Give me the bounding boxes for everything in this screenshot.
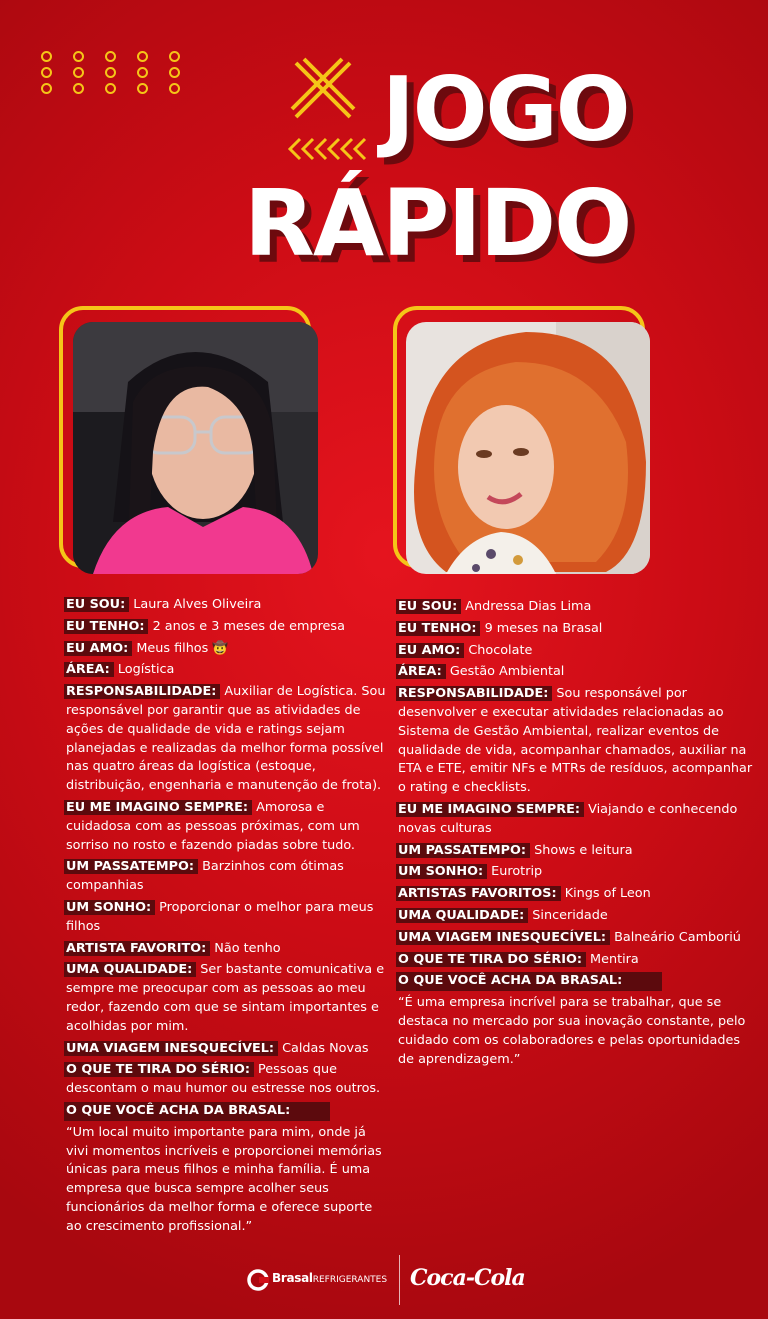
qa-item	[398, 598, 758, 617]
qa-label: ARTISTAS FAVORITOS:	[396, 886, 561, 901]
qa-value: Chocolate	[468, 642, 533, 658]
qa-label: EU ME IMAGINO SEMPRE:	[396, 802, 584, 817]
qa-item	[66, 940, 386, 959]
qa-label: UMA QUALIDADE:	[64, 962, 196, 977]
brasal-question	[66, 1102, 386, 1121]
brasal-answer: “Um local muito importante para mim, onde já vivi momentos incríveis e proporcionei memórias únicas para meus filhos e minha família. É uma empresa que busca sempre acolher seus funcionários da melhor forma e oferece suporte ao crescimento profissional.”	[66, 1124, 382, 1234]
qa-item	[398, 620, 758, 639]
qa-item	[398, 685, 758, 798]
qa-value: Gestão Ambiental	[449, 664, 565, 680]
qa-label: EU TENHO:	[64, 619, 148, 634]
qa-item	[398, 642, 758, 661]
brasal-logo-icon	[247, 1269, 269, 1291]
qa-value: Pessoas que descontam o mau humor ou estresse nos outros.	[66, 1062, 381, 1097]
dots-grid-icon	[41, 51, 221, 94]
qa-label: UMA QUALIDADE:	[396, 908, 528, 923]
qa-item	[398, 929, 758, 948]
qa-value: 9 meses na Brasal	[484, 620, 603, 636]
qa-value: Andressa Dias Lima	[465, 599, 592, 614]
qa-label: UM SONHO:	[64, 900, 155, 915]
profile-photo-andressa	[406, 322, 650, 574]
qa-value: Barzinhos com ótimas companhias	[66, 859, 344, 894]
qa-item	[398, 842, 758, 861]
qa-value: Caldas Novas	[282, 1040, 369, 1056]
qa-value: Amorosa e cuidadosa com as pessoas próximas, com um sorriso no rosto e fazendo piadas sobre tudo.	[66, 799, 360, 853]
qa-label: EU SOU:	[396, 599, 461, 614]
qa-value: Proporcionar o melhor para meus filhos	[66, 899, 374, 934]
qa-value: Ser bastante comunicativa e sempre me preocupar com as pessoas ao meu redor, fazendo com que se sintam importantes e acolhidas por mim.	[66, 962, 385, 1034]
qa-item	[398, 863, 758, 882]
profile-column-andressa	[398, 598, 758, 1069]
qa-label: EU TENHO:	[396, 621, 480, 636]
qa-value: Eurotrip	[491, 864, 543, 880]
qa-value: Não tenho	[214, 940, 281, 956]
brasal-question	[398, 972, 758, 991]
qa-value: Balneário Camboriú	[614, 929, 741, 945]
qa-value: Meus filhos 🤠	[136, 640, 229, 656]
qa-label: EU AMO:	[396, 643, 464, 658]
brasal-question-label: O QUE VOCÊ ACHA DA BRASAL:	[396, 972, 662, 991]
brasal-suffix: REFRIGERANTES	[312, 1275, 388, 1285]
qa-value: Kings of Leon	[564, 886, 651, 902]
qa-value: Sou responsável por desenvolver e executar atividades relacionadas ao Sistema de Gestão Ambiental, realizar eventos de qualidade de vida, acompanhar chamados, auxiliar na ETA e ETE, emitir NFs e MTRs de resíduos, acompanhar o rating e checklists.	[398, 686, 753, 796]
qa-label: ÁREA:	[396, 664, 446, 679]
qa-item	[66, 1061, 386, 1099]
qa-item	[66, 661, 386, 680]
qa-label: EU AMO:	[64, 641, 132, 656]
qa-item	[398, 951, 758, 970]
coca-cola-logo: Coca-Cola	[410, 1265, 525, 1291]
qa-item	[66, 1040, 386, 1059]
qa-item	[398, 663, 758, 682]
chevrons-left-icon	[286, 136, 372, 162]
qa-label: ÁREA:	[64, 662, 114, 677]
qa-item	[398, 907, 758, 926]
qa-label: RESPONSABILIDADE:	[396, 686, 552, 701]
qa-value: Auxiliar de Logística. Sou responsável por garantir que as atividades de ações de qualidade de vida e ratings sejam planejadas e realizadas da melhor forma possível nas quatro áreas da logística (estoque, distribuição, engenharia e manutenção de frota).	[66, 684, 386, 794]
qa-item	[398, 801, 758, 839]
qa-label: O QUE TE TIRA DO SÉRIO:	[396, 952, 586, 967]
qa-label: UM PASSATEMPO:	[396, 843, 530, 858]
brasal-question-label: O QUE VOCÊ ACHA DA BRASAL:	[64, 1102, 330, 1121]
title-line-2: RÁPIDO	[244, 170, 631, 277]
qa-value: Viajando e conhecendo novas culturas	[398, 801, 738, 836]
qa-label: RESPONSABILIDADE:	[64, 684, 220, 699]
brasal-brand	[272, 1271, 387, 1285]
x-icon	[288, 55, 358, 125]
qa-value: Logística	[117, 662, 175, 678]
qa-item	[66, 683, 386, 796]
qa-item	[66, 961, 386, 1036]
brasal-name: Brasal	[272, 1271, 313, 1285]
qa-item	[398, 885, 758, 904]
qa-value: 2 anos e 3 meses de empresa	[152, 618, 345, 634]
qa-label: UMA VIAGEM INESQUECÍVEL:	[396, 930, 610, 945]
qa-label: EU SOU:	[64, 597, 129, 612]
qa-item	[66, 618, 386, 637]
qa-value: Mentira	[590, 951, 639, 967]
brasal-answer: “É uma empresa incrível para se trabalhar, que se destaca no mercado por sua inovação constante, pelo cuidado com os colaboradores e pelas oportunidades de aprendizagem.”	[398, 995, 746, 1067]
qa-label: O QUE TE TIRA DO SÉRIO:	[64, 1062, 254, 1077]
qa-item	[66, 799, 386, 855]
profile-column-laura	[66, 596, 386, 1237]
qa-item	[66, 640, 386, 659]
qa-label: EU ME IMAGINO SEMPRE:	[64, 800, 252, 815]
qa-item	[66, 899, 386, 937]
qa-label: UM PASSATEMPO:	[64, 859, 198, 874]
qa-label: UM SONHO:	[396, 864, 487, 879]
qa-value: Laura Alves Oliveira	[133, 597, 262, 612]
footer-divider	[399, 1255, 400, 1305]
qa-label: UMA VIAGEM INESQUECÍVEL:	[64, 1041, 278, 1056]
title-line-1: JOGO	[382, 58, 629, 161]
profile-photo-laura	[73, 322, 318, 574]
qa-label: ARTISTA FAVORITO:	[64, 941, 210, 956]
qa-value: Shows e leitura	[534, 842, 633, 858]
qa-item	[66, 596, 386, 615]
qa-item	[66, 858, 386, 896]
qa-value: Sinceridade	[532, 907, 608, 923]
